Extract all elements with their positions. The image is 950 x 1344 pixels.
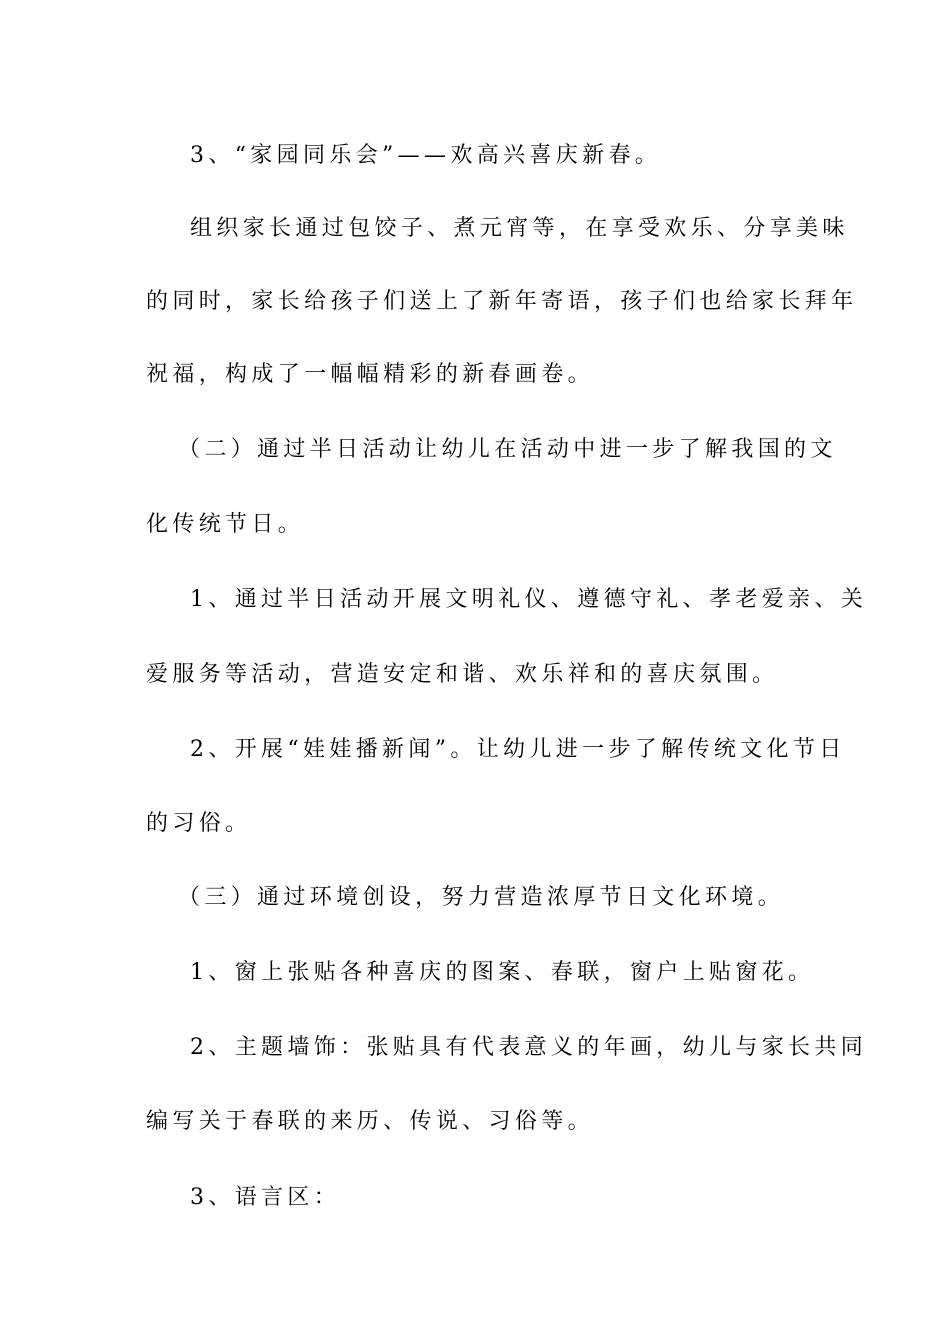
list-item-2: 2、开展“娃娃播新闻”。让幼儿进一步了解传统文化节日 <box>190 737 846 762</box>
section-heading-3: 3、“家园同乐会”——欢高兴喜庆新春。 <box>190 143 662 168</box>
section-heading-3b: （三）通过环境创设，努力营造浓厚节日文化环境。 <box>178 885 785 910</box>
paragraph-line: 爱服务等活动，营造安定和谐、欢乐祥和的喜庆氛围。 <box>146 662 779 687</box>
paragraph-line: 化传统节日。 <box>146 512 305 537</box>
list-item-1: 1、通过半日活动开展文明礼仪、遵德守礼、孝老爱亲、关 <box>190 587 868 612</box>
list-item-3b: 3、语言区： <box>190 1185 341 1210</box>
paragraph-line: 祝福，构成了一幅幅精彩的新春画卷。 <box>146 362 594 387</box>
section-heading-2: （二）通过半日活动让幼儿在活动中进一步了解我国的文 <box>178 437 837 462</box>
list-item-2b: 2、主题墙饰：张贴具有代表意义的年画，幼儿与家长共同 <box>190 1035 868 1060</box>
paragraph-line: 的习俗。 <box>146 811 252 836</box>
paragraph-line: 编写关于春联的来历、传说、习俗等。 <box>146 1109 594 1134</box>
paragraph-line: 的同时，家长给孩子们送上了新年寄语，孩子们也给家长拜年 <box>146 289 858 314</box>
paragraph-line: 组织家长通过包饺子、煮元宵等，在享受欢乐、分享美味 <box>190 216 849 241</box>
list-item-1b: 1、窗上张贴各种喜庆的图案、春联，窗户上贴窗花。 <box>190 960 815 985</box>
